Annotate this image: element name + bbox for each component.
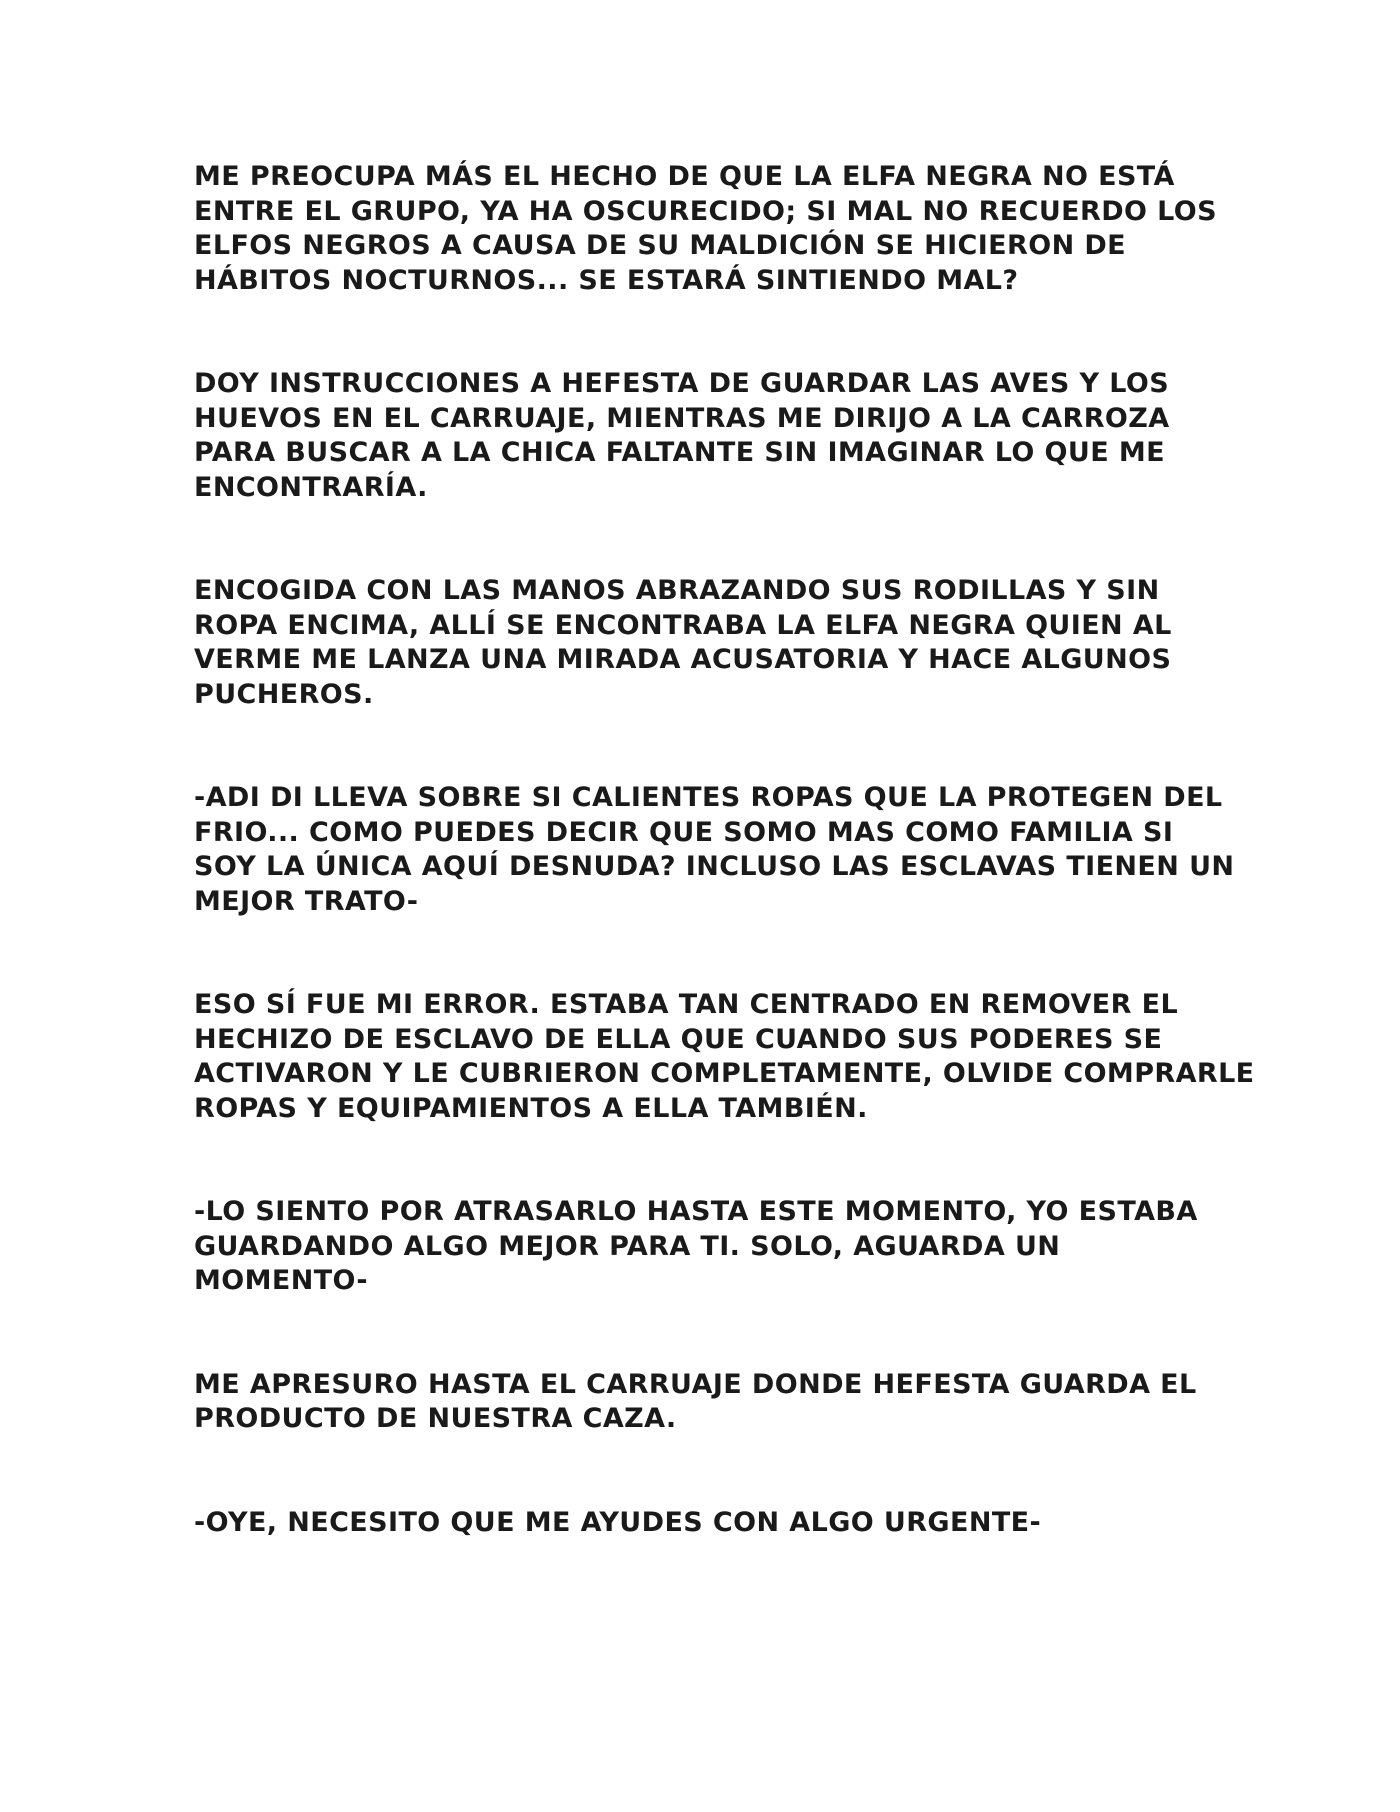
paragraph-5 xyxy=(194,988,1255,1126)
text-line: MOMENTO- xyxy=(194,1265,369,1296)
text-line: MEJOR TRATO- xyxy=(194,885,419,917)
paragraph-7 xyxy=(194,1368,1214,1437)
text-line: PRODUCTO DE NUESTRA CAZA. xyxy=(194,1403,677,1434)
paragraph-2 xyxy=(194,367,1214,505)
text-line: ELFOS NEGROS A CAUSA DE SU MALDICIÓN SE HICIERON DE xyxy=(194,230,1127,261)
text-line: ME PREOCUPA MÁS EL HECHO DE QUE LA ELFA NEGRA NO ESTÁ xyxy=(194,161,1175,192)
paragraph-4 xyxy=(194,781,1235,919)
text-line: FRIO... COMO PUEDES DECIR QUE SOMO MAS COMO FAMILIA SI xyxy=(194,816,1174,848)
paragraph-gap xyxy=(194,712,1214,781)
text-line: ROPAS Y EQUIPAMIENTOS A ELLA TAMBIÉN. xyxy=(194,1092,868,1124)
paragraph-gap xyxy=(194,1299,1214,1368)
text-line: HÁBITOS NOCTURNOS... SE ESTARÁ SINTIENDO MAL? xyxy=(194,264,1019,296)
paragraph-gap xyxy=(194,1437,1214,1506)
paragraph-gap xyxy=(194,298,1214,367)
text-line: DOY INSTRUCCIONES A HEFESTA DE GUARDAR LAS AVES Y LOS xyxy=(194,368,1170,399)
paragraph-1 xyxy=(194,160,1217,298)
text-line: ESO SÍ FUE MI ERROR. ESTABA TAN CENTRADO EN REMOVER EL xyxy=(194,989,1179,1020)
text-line: -ADI DI LLEVA SOBRE SI CALIENTES ROPAS QUE LA PROTEGEN DEL xyxy=(194,782,1223,813)
text-column xyxy=(194,160,1255,1540)
text-line: ME APRESURO HASTA EL CARRUAJE DONDE HEFESTA GUARDA EL xyxy=(194,1368,1197,1400)
text-line: ACTIVARON Y LE CUBRIERON COMPLETAMENTE, OLVIDE COMPRARLE xyxy=(194,1058,1255,1089)
text-line: PARA BUSCAR A LA CHICA FALTANTE SIN IMAGINAR LO QUE ME xyxy=(194,437,1165,468)
text-line: ENCONTRARÍA. xyxy=(194,471,428,503)
text-line: -OYE, NECESITO QUE ME AYUDES CON ALGO URGENTE- xyxy=(194,1506,1042,1538)
paragraph-gap xyxy=(194,505,1214,574)
text-line: SOY LA ÚNICA AQUÍ DESNUDA? INCLUSO LAS ESCLAVAS TIENEN UN xyxy=(194,851,1235,882)
text-line: ENCOGIDA CON LAS MANOS ABRAZANDO SUS RODILLAS Y SIN xyxy=(194,575,1160,606)
text-line: VERME ME LANZA UNA MIRADA ACUSATORIA Y HACE ALGUNOS xyxy=(194,644,1172,675)
text-line: HUEVOS EN EL CARRUAJE, MIENTRAS ME DIRIJO A LA CARROZA xyxy=(194,402,1170,434)
paragraph-6 xyxy=(194,1195,1214,1299)
text-line: -LO SIENTO POR ATRASARLO HASTA ESTE MOMENTO, YO ESTABA xyxy=(194,1196,1198,1227)
paragraph-gap xyxy=(194,919,1214,988)
paragraph-8 xyxy=(194,1506,1214,1541)
paragraph-3 xyxy=(194,574,1214,712)
text-line: ROPA ENCIMA, ALLÍ SE ENCONTRABA LA ELFA NEGRA QUIEN AL xyxy=(194,609,1172,641)
text-line: HECHIZO DE ESCLAVO DE ELLA QUE CUANDO SUS PODERES SE xyxy=(194,1023,1163,1055)
paragraph-gap xyxy=(194,1126,1214,1195)
text-line: PUCHEROS. xyxy=(194,678,374,710)
text-line: ENTRE EL GRUPO, YA HA OSCURECIDO; SI MAL NO RECUERDO LOS xyxy=(194,195,1217,227)
text-line: GUARDANDO ALGO MEJOR PARA TI. SOLO, AGUARDA UN xyxy=(194,1230,1061,1262)
